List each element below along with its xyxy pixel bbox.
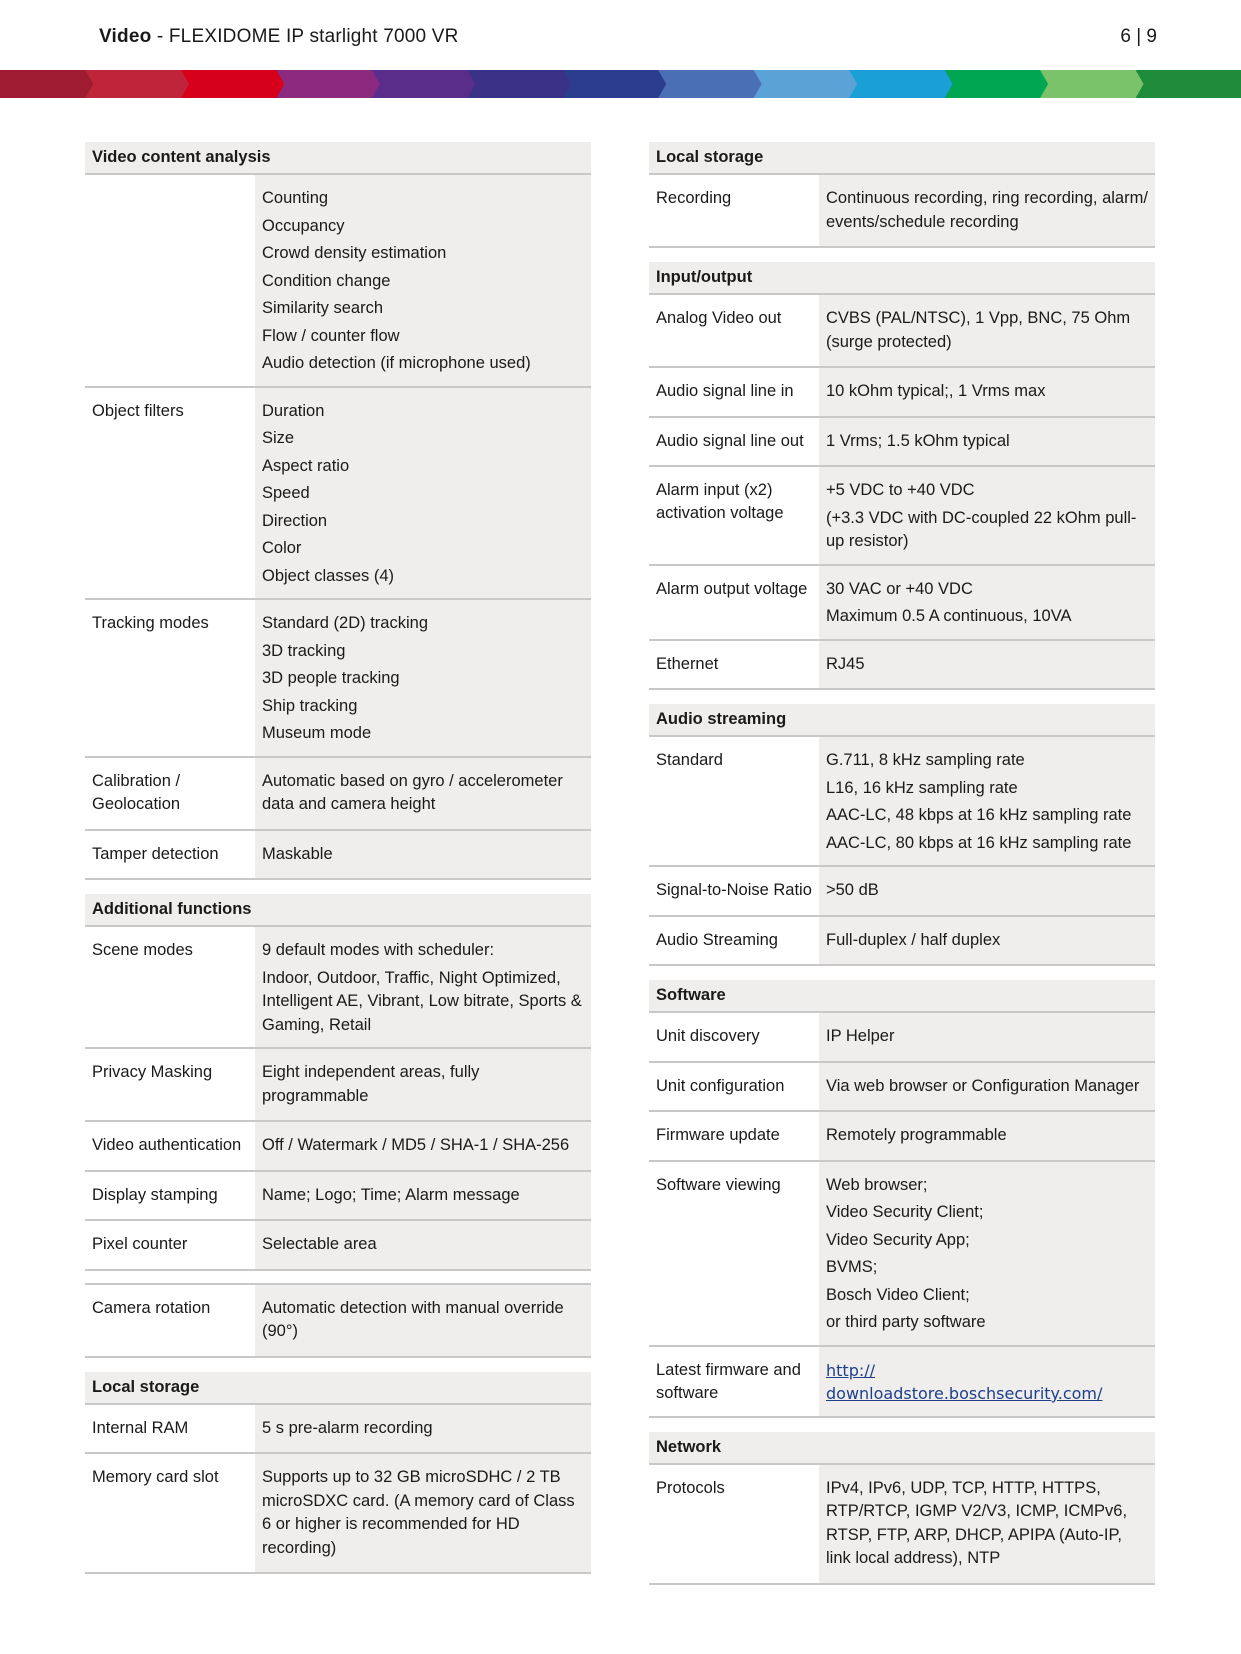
spec-section [85,894,591,1358]
brand-band-graphic [0,70,1241,98]
section-heading: Video content analysis [85,142,591,175]
spec-value-line: RJ45 [826,654,865,673]
spec-value-line: AAC-LC, 80 kbps at 16 kHz sampling rate [826,833,1132,852]
spec-value-line: Ship tracking [262,696,358,715]
spec-label: Recording [649,175,819,246]
spec-value-line: Duration [262,401,325,420]
spec-value-line: G.711, 8 kHz sampling rate [826,751,1025,769]
spec-value-line: Automatic based on gyro / accelerometer data and camera height [262,771,563,813]
band-segment [1136,70,1241,98]
spec-value-line: Supports up to 32 GB microSDHC / 2 TB microSDXC card. (A memory card of Class 6 or higher is recommended for HD recording) [262,1468,575,1557]
spec-value-line: Standard (2D) tracking [262,614,428,632]
spec-value [819,1013,1155,1061]
spec-label: Object filters [85,388,255,599]
spec-value-line: Remotely programmable [826,1126,1007,1144]
spec-value [255,175,591,386]
section-heading: Local storage [85,1372,591,1405]
section-heading: Local storage [649,142,1155,175]
spec-row [649,1112,1155,1162]
spec-value [819,175,1155,246]
spec-row [85,758,591,831]
spec-row [85,1221,591,1271]
spec-row [649,418,1155,468]
spec-row [649,737,1155,867]
section-heading: Audio streaming [649,704,1155,737]
spec-value-line: Via web browser or Configuration Manager [826,1076,1140,1095]
spec-value-line: Full-duplex / half duplex [826,930,1001,949]
spec-value [819,368,1155,416]
left-spec-column [85,142,591,1588]
spec-value-line: Automatic detection with manual override (90°) [262,1298,564,1340]
spec-value [819,1112,1155,1160]
spec-value [255,1221,591,1269]
spec-value-line: Occupancy [262,216,345,235]
spec-row [649,467,1155,566]
spec-value-line: Flow / counter flow [262,326,400,345]
spec-value-line: or third party software [826,1313,986,1331]
spec-value-line: L16, 16 kHz sampling rate [826,778,1018,797]
spec-section [649,980,1155,1418]
spec-value [255,927,591,1047]
spec-row [85,1285,591,1358]
section-heading: Input/output [649,262,1155,295]
spec-value [819,1465,1155,1583]
spec-label: Alarm output voltage [649,566,819,639]
spec-value-line: Size [262,429,295,447]
spec-value-line: Selectable area [262,1235,377,1253]
page-header [0,0,1241,70]
spec-value [255,758,591,829]
spec-label: Camera rotation [85,1285,255,1356]
spec-value-line: Similarity search [262,299,384,317]
title-bold: Video [99,26,152,47]
spec-label: Standard [649,737,819,865]
row-divider [85,1271,591,1285]
document-title [99,26,459,48]
spec-value [255,1049,591,1120]
spec-row [85,1122,591,1172]
spec-value-line: Off / Watermark / MD5 / SHA-1 / SHA-256 [262,1136,570,1154]
spec-row [649,1465,1155,1585]
spec-row [85,1049,591,1122]
spec-value [255,831,591,879]
spec-label: Display stamping [85,1172,255,1220]
spec-value-line: IP Helper [826,1027,895,1045]
spec-row [649,566,1155,641]
spec-row [649,641,1155,691]
spec-row [649,1162,1155,1347]
download-link[interactable]: http:// downloadstore.boschsecurity.com/ [826,1360,1103,1403]
spec-label: Tracking modes [85,600,255,756]
brand-color-band [0,70,1241,98]
spec-label: Signal-to-Noise Ratio [649,867,819,915]
spec-row [649,1347,1155,1418]
spec-value-line: 5 s pre-alarm recording [262,1418,433,1437]
spec-label: Unit discovery [649,1013,819,1061]
spec-row [85,1172,591,1222]
spec-value-line: Speed [262,484,310,502]
spec-row [649,368,1155,418]
spec-value-line: Video Security App; [826,1230,970,1249]
spec-value [255,1454,591,1572]
spec-value-line: IPv4, IPv6, UDP, TCP, HTTP, HTTPS, RTP/RTCP, IGMP V2/V3, ICMP, ICMPv6, RTSP, FTP, ARP, DHCP, APIPA (Auto-IP, link local address), NTP [826,1478,1128,1567]
spec-value [819,295,1155,366]
spec-row [649,867,1155,917]
spec-label: Firmware update [649,1112,819,1160]
right-spec-column [649,142,1155,1599]
spec-label: Privacy Masking [85,1049,255,1120]
spec-value-line: Museum mode [262,724,372,742]
spec-value-line: Name; Logo; Time; Alarm message [262,1185,520,1204]
spec-section [85,1372,591,1575]
spec-value [255,1285,591,1356]
spec-value-line: 30 VAC or +40 VDC [826,579,973,598]
spec-value-line: Aspect ratio [262,456,350,475]
spec-label [85,175,255,386]
spec-value [819,737,1155,865]
spec-value [819,467,1155,564]
spec-value-line: 1 Vrms; 1.5 kOhm typical [826,431,1010,450]
spec-label: Analog Video out [649,295,819,366]
spec-value [819,1162,1155,1345]
spec-label: Protocols [649,1465,819,1583]
spec-label: Software viewing [649,1162,819,1345]
spec-label: Pixel counter [85,1221,255,1269]
spec-value-line: Audio detection (if microphone used) [262,354,531,372]
spec-label: Audio signal line in [649,368,819,416]
spec-value-line: 9 default modes with scheduler: [262,941,495,959]
spec-label: Ethernet [649,641,819,689]
spec-value-line: >50 dB [826,881,879,899]
spec-label: Video authentication [85,1122,255,1170]
spec-value-line: Web browser; [826,1175,928,1194]
spec-label: Audio signal line out [649,418,819,466]
spec-value-line: Maskable [262,844,333,863]
spec-value [255,600,591,756]
spec-row [85,1454,591,1574]
spec-value-line: AAC-LC, 48 kbps at 16 kHz sampling rate [826,806,1132,824]
spec-label: Audio Streaming [649,917,819,965]
section-heading: Additional functions [85,894,591,927]
spec-row [649,175,1155,248]
title-rest: - FLEXIDOME IP starlight 7000 VR [151,26,459,47]
spec-section [649,262,1155,690]
spec-section [649,1432,1155,1585]
spec-value-line: Object classes (4) [262,566,395,585]
spec-value-line: BVMS; [826,1258,878,1276]
spec-value-line: Indoor, Outdoor, Traffic, Night Optimized, Intelligent AE, Vibrant, Low bitrate, Sports & Gaming, Retail [262,968,582,1034]
spec-label: Scene modes [85,927,255,1047]
spec-value [819,418,1155,466]
spec-value-line: 3D people tracking [262,669,400,687]
spec-value-line: Crowd density estimation [262,244,447,262]
spec-value-line: Eight independent areas, fully programmable [262,1063,480,1105]
spec-value-line: 10 kOhm typical;, 1 Vrms max [826,382,1046,400]
spec-row [85,388,591,601]
spec-value-line: Maximum 0.5 A continuous, 10VA [826,607,1072,625]
spec-value [819,917,1155,965]
spec-value [819,1347,1155,1416]
spec-section [85,142,591,880]
spec-value-line: Continuous recording, ring recording, alarm/ events/schedule recording [826,189,1148,231]
spec-row [649,1063,1155,1113]
spec-value-line: Color [262,539,302,557]
spec-value-line: Direction [262,511,328,530]
spec-value [255,1122,591,1170]
spec-value [819,867,1155,915]
spec-row [649,1013,1155,1063]
section-heading: Software [649,980,1155,1013]
spec-label: Tamper detection [85,831,255,879]
spec-label: Latest firmware and software [649,1347,819,1416]
spec-label: Unit configuration [649,1063,819,1111]
spec-row [85,175,591,388]
spec-label: Memory card slot [85,1454,255,1572]
spec-section [649,704,1155,966]
spec-value [819,1063,1155,1111]
spec-row [649,295,1155,368]
spec-row [85,600,591,758]
spec-value-line: (+3.3 VDC with DC-coupled 22 kOhm pull-up resistor) [826,508,1137,550]
spec-row [649,917,1155,967]
spec-value [255,388,591,599]
spec-value [819,641,1155,689]
spec-label: Alarm input (x2) activation voltage [649,467,819,564]
spec-value-line: +5 VDC to +40 VDC [826,481,975,499]
spec-label: Calibration / Geolocation [85,758,255,829]
spec-section [649,142,1155,248]
spec-value-line: Video Security Client; [826,1203,984,1221]
spec-row [85,927,591,1049]
section-heading: Network [649,1432,1155,1465]
spec-value-line: Bosch Video Client; [826,1285,970,1304]
spec-value [255,1172,591,1220]
spec-row [85,1405,591,1455]
spec-value-line: Counting [262,189,329,207]
spec-row [85,831,591,881]
page-number: 6 | 9 [1120,26,1157,47]
spec-value [255,1405,591,1453]
spec-label: Internal RAM [85,1405,255,1453]
spec-value-line: 3D tracking [262,641,346,660]
spec-value-line: CVBS (PAL/NTSC), 1 Vpp, BNC, 75 Ohm (surge protected) [826,309,1131,351]
spec-value [819,566,1155,639]
spec-value-line: Condition change [262,271,391,290]
